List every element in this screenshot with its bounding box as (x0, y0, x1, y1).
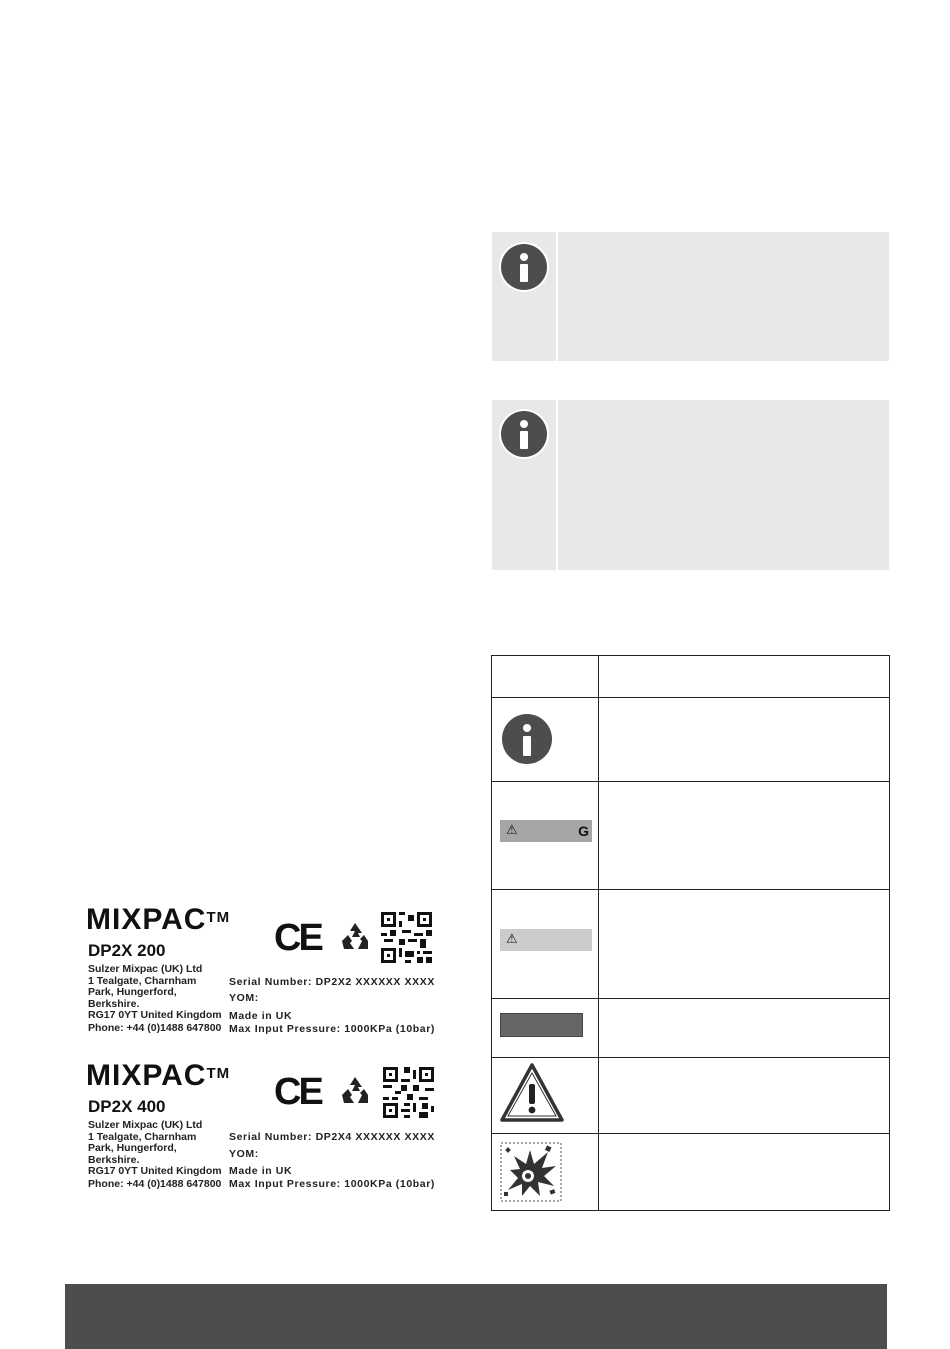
table-column-divider (598, 656, 599, 1210)
info-icon (501, 244, 547, 290)
info-note-box-1 (492, 232, 889, 361)
mixpac-logo: MIXPAC™ (86, 903, 231, 936)
max-input-pressure: Max Input Pressure: 1000KPa (10bar) (229, 1178, 435, 1190)
serial-number: Serial Number: DP2X2 XXXXXX XXXX (229, 976, 435, 988)
warning-triangle-icon: ⚠ (506, 823, 518, 838)
product-label-2 (86, 1061, 446, 1193)
table-row-divider (492, 697, 889, 698)
country-of-origin: Made in UK (229, 1165, 293, 1177)
table-row-divider (492, 781, 889, 782)
page-footer-bar (65, 1284, 887, 1349)
info-icon (502, 714, 552, 764)
manufacturer-address: Sulzer Mixpac (UK) Ltd 1 Tealgate, Charnham Park, Hungerford, Berkshire. RG17 0YT United Kingdom Phone: +44 (0)1488 647800 (88, 963, 222, 1034)
table-row-divider (492, 1057, 889, 1058)
year-of-manufacture: YOM: (229, 1148, 259, 1160)
qr-code-icon (383, 1067, 434, 1118)
table-row-divider (492, 998, 889, 999)
product-label-1 (86, 905, 446, 1037)
warning-triangle-icon (499, 1062, 565, 1124)
notice-bar-icon (500, 1013, 583, 1037)
serial-number: Serial Number: DP2X4 XXXXXX XXXX (229, 1131, 435, 1143)
table-row-divider (492, 1133, 889, 1134)
caution-letter: G (578, 823, 589, 839)
info-note-box-2 (492, 400, 889, 570)
ce-mark-icon: CE (274, 1071, 321, 1113)
recycle-icon (338, 921, 372, 953)
recycle-icon (338, 1075, 372, 1107)
symbol-table (491, 655, 890, 1211)
ce-mark-icon: CE (274, 917, 321, 959)
qr-code-icon (381, 912, 432, 963)
country-of-origin: Made in UK (229, 1010, 293, 1022)
max-input-pressure: Max Input Pressure: 1000KPa (10bar) (229, 1023, 435, 1035)
info-icon (501, 411, 547, 457)
explosion-icon (500, 1142, 562, 1202)
mixpac-logo: MIXPAC™ (86, 1059, 231, 1092)
year-of-manufacture: YOM: (229, 992, 259, 1004)
warning-bar-icon (500, 929, 592, 951)
table-row-divider (492, 889, 889, 890)
warning-triangle-icon: ⚠ (506, 932, 518, 947)
model-name: DP2X 400 (88, 1097, 166, 1116)
manufacturer-address: Sulzer Mixpac (UK) Ltd 1 Tealgate, Charnham Park, Hungerford, Berkshire. RG17 0YT United Kingdom Phone: +44 (0)1488 647800 (88, 1119, 222, 1190)
model-name: DP2X 200 (88, 941, 166, 960)
caution-bar-icon (500, 820, 592, 842)
